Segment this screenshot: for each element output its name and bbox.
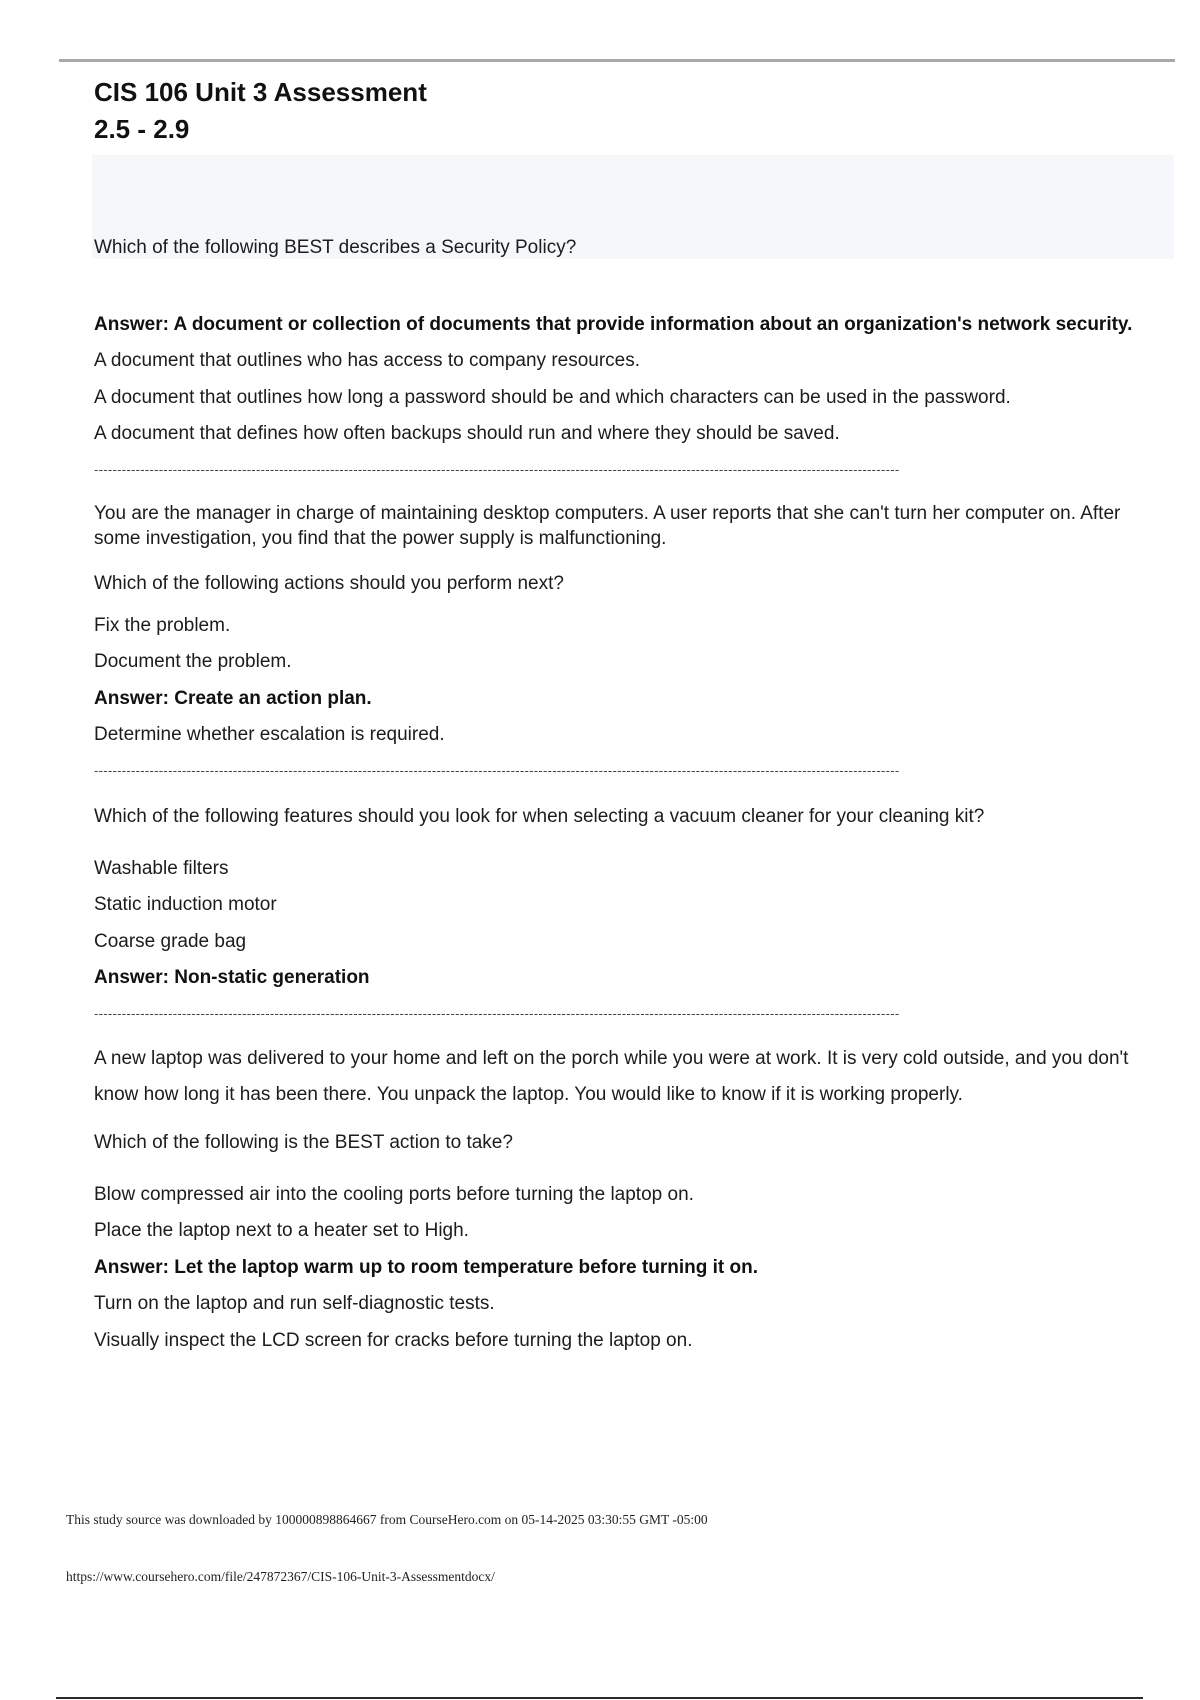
question-3-answer: Answer: Non-static generation: [94, 967, 370, 988]
question-2-option-1: Fix the problem.: [94, 614, 231, 636]
document-body: [94, 74, 1166, 1359]
question-2-options: [94, 608, 1166, 754]
question-4-option-4: Turn on the laptop and run self-diagnostic tests.: [94, 1293, 495, 1314]
question-1-option-2: A document that outlines who has access to company resources.: [94, 350, 641, 371]
question-1-option-4: A document that defines how often backups should run and where they should be saved.: [94, 423, 840, 444]
question-4-option-5: Visually inspect the LCD screen for cracks before turning the laptop on.: [94, 1329, 693, 1351]
question-2-prompt: Which of the following actions should you perform next?: [94, 572, 564, 594]
question-1-prompt: Which of the following BEST describes a Security Policy?: [94, 237, 577, 258]
question-2-scenario: You are the manager in charge of maintaining desktop computers. A user reports that she can't turn her computer on. After some investigation, you find that the power supply is malfunctioning.: [94, 502, 1121, 549]
question-3-prompt: Which of the following features should you look for when selecting a vacuum cleaner for your cleaning kit?: [94, 805, 985, 827]
separator-2: ------------------------------------------------------------------------------------------------------------------------------------------------------------------------------: [94, 762, 900, 778]
bottom-divider: [56, 1697, 1143, 1699]
question-4-prompt: Which of the following is the BEST action to take?: [94, 1131, 513, 1153]
question-4-option-1: Blow compressed air into the cooling ports before turning the laptop on.: [94, 1183, 694, 1205]
question-1-options: [94, 307, 1166, 453]
question-1-option-3: A document that outlines how long a password should be and which characters can be used in the password.: [94, 386, 1011, 408]
question-3-option-2: Static induction motor: [94, 894, 277, 915]
question-3-option-1: Washable filters: [94, 857, 229, 879]
question-4-scenario: A new laptop was delivered to your home and left on the porch while you were at work. It is very cold outside, and you don't know how long it has been there. You unpack the laptop. You would like to know if it is working properly.: [94, 1047, 1129, 1105]
question-2-option-4: Determine whether escalation is required.: [94, 724, 445, 745]
question-4-options: [94, 1177, 1166, 1360]
source-url[interactable]: https://www.coursehero.com/file/247872367/CIS-106-Unit-3-Assessmentdocx/: [66, 1569, 495, 1584]
question-1-header: [92, 155, 1174, 259]
question-4-answer: Answer: Let the laptop warm up to room temperature before turning it on.: [94, 1256, 758, 1278]
question-2-answer: Answer: Create an action plan.: [94, 687, 372, 709]
question-2-option-2: Document the problem.: [94, 651, 292, 672]
question-1-answer: Answer: A document or collection of documents that provide information about an organization's network security.: [94, 314, 1133, 335]
download-notice: This study source was downloaded by 100000898864667 from CourseHero.com on 05-14-2025 03:30:55 GMT -05:00: [66, 1512, 708, 1527]
separator-3: ------------------------------------------------------------------------------------------------------------------------------------------------------------------------------: [94, 1005, 900, 1021]
top-divider: [59, 59, 1175, 62]
question-3-option-3: Coarse grade bag: [94, 930, 247, 952]
document-subtitle: 2.5 - 2.9: [94, 114, 190, 144]
question-4-option-2: Place the laptop next to a heater set to High.: [94, 1220, 469, 1241]
question-3-options: [94, 851, 1166, 997]
separator-1: ------------------------------------------------------------------------------------------------------------------------------------------------------------------------------: [94, 461, 900, 477]
document-title: CIS 106 Unit 3 Assessment: [94, 77, 427, 107]
